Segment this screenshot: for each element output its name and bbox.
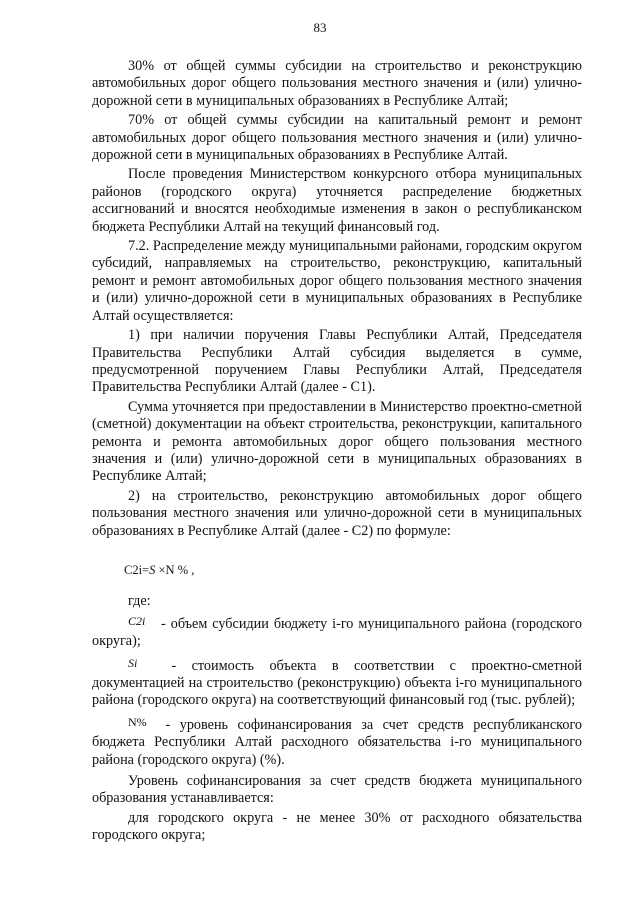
definition-si xyxy=(92,655,582,710)
definition-symbol: Si xyxy=(128,655,138,670)
definition-n-percent xyxy=(92,714,582,769)
where-label: где: xyxy=(128,593,151,610)
paragraph: 1) при наличии поручения Главы Республики Алтай, Председателя Правительства Республики Алтай субсидия выделяется в сумме, предусмотренной поручением Главы Республики Алтай, Председателя Правительства Республики Алтай (далее - С1). xyxy=(92,327,582,396)
definition-text: - объем субсидии бюджету i-го муниципального района (городского округа); xyxy=(92,615,582,650)
formula-rest: ×N % , xyxy=(155,562,195,577)
paragraph: Уровень софинансирования за счет средств бюджета муниципального образования устанавливается: xyxy=(92,773,582,807)
document-body xyxy=(92,58,582,847)
definition-symbol: C2i xyxy=(128,613,146,628)
formula-variable-s: S xyxy=(149,562,156,577)
definition-text: - стоимость объекта в соответствии с проектно-сметной документацией на строительство (реконструкцию) объекта i-го муниципального района (городского округа) на соответствующий финансовый год (тыс. рублей); xyxy=(92,657,582,709)
paragraph: 2) на строительство, реконструкцию автомобильных дорог общего пользования местного значения или улично-дорожной сети в муниципальных образованиях в Республике Алтай (далее - С2) по формуле: xyxy=(92,487,582,539)
formula-lhs: C2i= xyxy=(124,562,150,577)
paragraph: Сумма уточняется при предоставлении в Министерство проектно-сметной (сметной) документации на объект строительства, реконструкции, капитального ремонта и ремонта автомобильных дорог общего пользования местного значения и (или) улично-дорожной сети в муниципальных образованиях в Республике Алтай; xyxy=(92,398,582,485)
page-number: 83 xyxy=(313,20,327,35)
definition-symbol: N% xyxy=(128,714,147,729)
definition-c2i xyxy=(92,613,582,651)
paragraph: 30% от общей суммы субсидии на строительство и реконструкцию автомобильных дорог общего пользования местного значения и (или) улично-дорожной сети в муниципальных образованиях в Республике Алтай; xyxy=(92,58,582,109)
formula xyxy=(124,562,582,579)
paragraph: для городского округа - не менее 30% от расходного обязательства городского округа; xyxy=(92,809,582,844)
paragraph: После проведения Министерством конкурсного отбора муниципальных районов (городского округа) уточняется распределение бюджетных ассигнований и вносятся необходимые изменения в закон о республиканском бюджета Республики Алтай на текущий финансовый год. xyxy=(92,166,582,235)
paragraph: 70% от общей суммы субсидии на капитальный ремонт и ремонт автомобильных дорог общего пользования местного значения и (или) улично-дорожной сети в муниципальных образованиях в Республике Алтай. xyxy=(92,112,582,164)
definition-text: - уровень софинансирования за счет средств республиканского бюджета Республики Алтай расходного обязательства i-го муниципального района (городского округа) (%). xyxy=(92,716,583,768)
paragraph: 7.2. Распределение между муниципальными районами, городским округом субсидий, направляемых на строительство, реконструкцию, капитальный ремонт и ремонт автомобильных дорог общего пользования местного значения и (или) улично-дорожной сети в муниципальных образованиях в Республике Алтай осуществляется: xyxy=(92,238,582,324)
